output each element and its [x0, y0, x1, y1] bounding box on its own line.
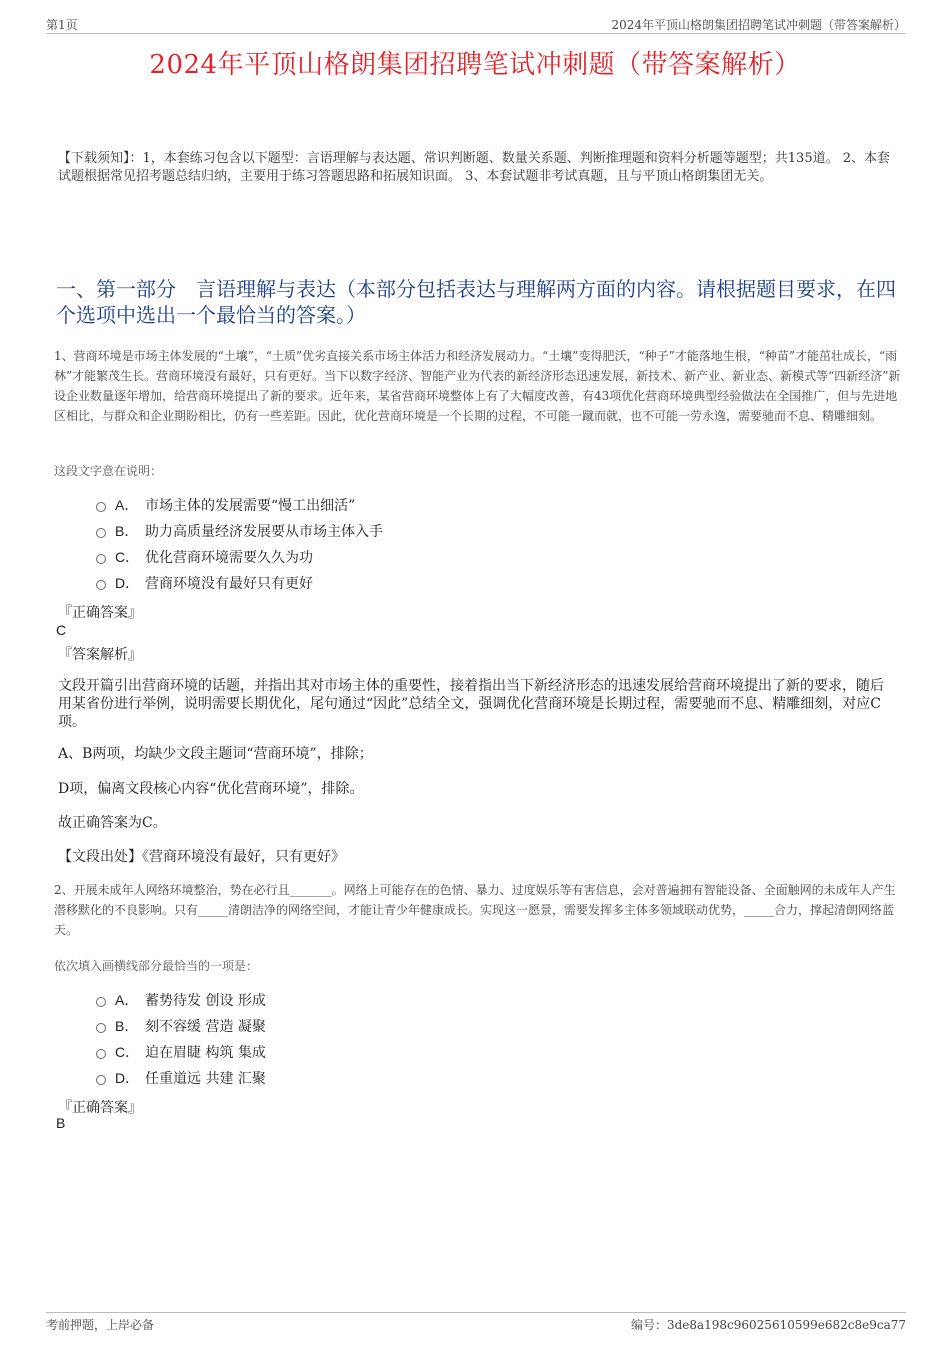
option-text: 优化营商环境需要久久为功: [145, 550, 313, 566]
option-c[interactable]: [96, 1039, 796, 1065]
option-text: 营商环境没有最好只有更好: [145, 576, 313, 592]
page-number: 第1页: [46, 18, 78, 32]
option-b[interactable]: [96, 518, 796, 544]
question-2-text: 2、开展未成年人网络环境整治，势在必行且_______。网络上可能存在的色情、暴力、过度娱乐等有害信息，会对普遍拥有智能设备、全面触网的未成年人产生潜移默化的不良影响。只有_____清朗洁净的网络空间，才能让青少年健康成长。实现这一愿景，需要发挥多主体多领域联动优势，_____合力，撑起清朗网络蓝天。: [54, 883, 896, 937]
radio-icon[interactable]: [96, 1075, 106, 1085]
answer-value: B: [56, 1115, 66, 1131]
question-2-prompt: 依次填入画横线部分最恰当的一项是：: [54, 959, 259, 973]
option-letter: D．: [115, 575, 140, 591]
answer-value: C: [56, 622, 67, 638]
page-footer: [46, 1312, 906, 1334]
question-1-text: 1、营商环境是市场主体发展的“土壤”，“土质”优劣直接关系市场主体活力和经济发展动力。“土壤”变得肥沃，“种子”才能落地生根，“种苗”才能茁壮成长，“雨林”才能繁茂生长。营商环境没有最好，只有更好。当下以数字经济、智能产业为代表的新经济形态迅速发展，新技术、新产业、新业态、新模式等“四新经济”新设企业数量逐年增加，给营商环境提出了新的要求。近年来，某省营商环境整体上有了大幅度改善，有43项优化营商环境典型经验做法在全国推广，但与先进地区相比，与群众和企业期盼相比，仍有一些差距。因此，优化营商环境是一个长期的过程，不可能一蹴而就，也不可能一劳永逸，需要驰而不息、精雕细刻。: [54, 349, 901, 423]
radio-icon[interactable]: [96, 528, 106, 538]
question-1-options: [96, 492, 796, 596]
option-text: 蓄势待发 创设 形成: [145, 993, 266, 1009]
text-source: 【文段出处】《营商环境没有最好，只有更好》: [58, 849, 345, 865]
download-notice: 【下载须知】：1，本套练习包含以下题型：言语理解与表达题、常识判断题、数量关系题、判断推理题和资料分析题等题型；共135道。 2、本套试题根据常见招考题总结归纳，主要用于练习答题思路和拓展知识面。 3、本套试题非考试真题，且与平顶山格朗集团无关。: [58, 151, 890, 184]
analysis-paragraph: D项，偏离文段核心内容“优化营商环境”，排除。: [58, 781, 364, 797]
radio-icon[interactable]: [96, 1049, 106, 1059]
option-letter: A．: [115, 497, 139, 513]
analysis-label: 『答案解析』: [58, 647, 142, 663]
option-text: 任重道远 共建 汇聚: [145, 1071, 266, 1087]
analysis-paragraph: 故正确答案为C。: [58, 815, 167, 831]
header-doc-title: 2024年平顶山格朗集团招聘笔试冲刺题（带答案解析）: [611, 18, 906, 32]
answer-label: 『正确答案』: [58, 605, 142, 621]
page-header: [46, 14, 906, 34]
radio-icon[interactable]: [96, 1023, 106, 1033]
option-letter: B．: [115, 523, 139, 539]
analysis-paragraph: 文段开篇引出营商环境的话题，并指出其对市场主体的重要性，接着指出当下新经济形态的迅速发展给营商环境提出了新的要求，随后用某省份进行举例，说明需要长期优化，尾句通过“因此”总结全文，强调优化营商环境是长期过程，需要驰而不息、精雕细刻，对应C项。: [58, 678, 884, 730]
option-letter: A．: [115, 992, 139, 1008]
option-letter: B．: [115, 1018, 139, 1034]
option-letter: D．: [115, 1070, 140, 1086]
radio-icon[interactable]: [96, 580, 106, 590]
question-1-prompt: 这段文字意在说明：: [54, 464, 163, 478]
document-title: 2024年平顶山格朗集团招聘笔试冲刺题（带答案解析）: [149, 50, 801, 80]
option-b[interactable]: [96, 1013, 796, 1039]
option-a[interactable]: [96, 987, 796, 1013]
option-text: 迫在眉睫 构筑 集成: [145, 1045, 266, 1061]
option-d[interactable]: [96, 1065, 796, 1091]
option-d[interactable]: [96, 570, 796, 596]
option-letter: C．: [115, 1044, 140, 1060]
document-code: 编号：3de8a198c96025610599e682c8e9ca77: [630, 1318, 906, 1332]
section-heading: 一、第一部分 言语理解与表达（本部分包括表达与理解两方面的内容。请根据题目要求，在四个选项中选出一个最恰当的答案。）: [56, 277, 896, 327]
option-text: 市场主体的发展需要“慢工出细活”: [145, 498, 356, 514]
footer-slogan: 考前押题，上岸必备: [46, 1318, 155, 1332]
analysis-paragraph: A、B两项，均缺少文段主题词“营商环境”，排除；: [58, 746, 373, 762]
option-a[interactable]: [96, 492, 796, 518]
radio-icon[interactable]: [96, 997, 106, 1007]
radio-icon[interactable]: [96, 502, 106, 512]
question-2-options: [96, 987, 796, 1091]
option-text: 助力高质量经济发展要从市场主体入手: [145, 524, 383, 540]
radio-icon[interactable]: [96, 554, 106, 564]
option-c[interactable]: [96, 544, 796, 570]
answer-label: 『正确答案』: [58, 1100, 142, 1116]
option-text: 刻不容缓 营造 凝聚: [145, 1019, 266, 1035]
option-letter: C．: [115, 549, 140, 565]
